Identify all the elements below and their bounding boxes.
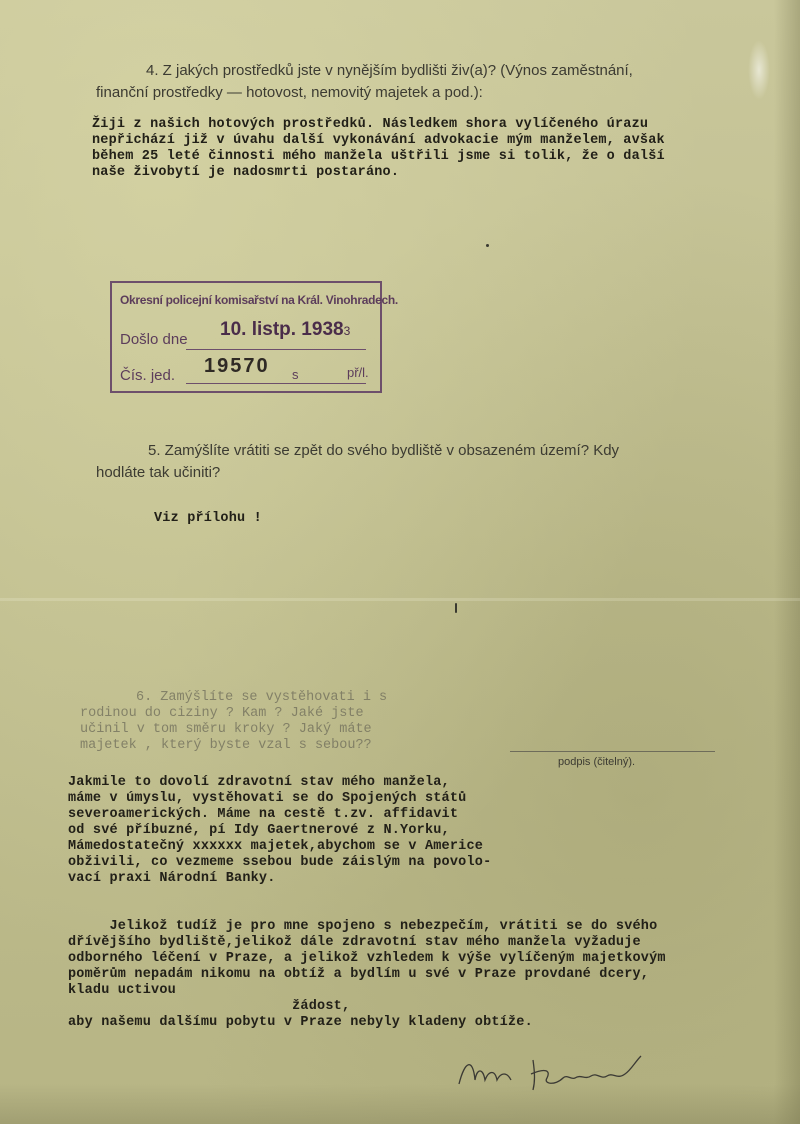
request-paragraph — [68, 919, 666, 1031]
answer-6-line: Jakmile to dovolí zdravotní stav mého manžela, — [68, 775, 450, 790]
question-4-line-2: finanční prostředky — hotovost, nemovitý majetek a pod.): — [96, 84, 483, 101]
answer-6-line: od své příbuzné, pí Idy Gaertnerové z N.Yorku, — [68, 823, 450, 838]
answer-6-line: Mámedostatečný xxxxxx majetek,abychom se v Americe — [68, 839, 484, 854]
paper-fold — [0, 598, 800, 601]
answer-6 — [68, 775, 491, 887]
question-6-line: učinil v tom směru kroky ? Jaký máte — [80, 722, 372, 737]
question-5-line-1: 5. Zamýšlíte vrátiti se zpět do svého bydliště v obsazeném území? Kdy — [148, 442, 620, 459]
answer-4 — [92, 117, 665, 181]
question-6-faded — [80, 690, 387, 754]
stamp-received-label: Došlo dne — [120, 331, 188, 348]
stamp-year-suffix: 3 — [343, 324, 351, 338]
paragraph-line: Jelikož tudíž je pro mne spojeno s nebezpečím, vrátiti se do svého — [68, 919, 658, 934]
answer-4-line: naše živobytí je nadosmrti postaráno. — [92, 165, 400, 180]
ink-speck — [455, 603, 457, 613]
paragraph-line: žádost, — [68, 999, 351, 1014]
answer-6-line: vací praxi Národní Banky. — [68, 871, 276, 886]
question-4-line-1: 4. Z jakých prostředků jste v nynějším bydlišti živ(a)? (Výnos zaměstnání, — [146, 62, 633, 79]
question-6-line: rodinou do ciziny ? Kam ? Jaké jste — [80, 706, 364, 721]
paragraph-line: poměrům nepadám nikomu na obtíž a bydlím u své v Praze provdané dcery, — [68, 967, 650, 982]
stamp-line — [186, 383, 366, 384]
paragraph-line: aby našemu dalšímu pobytu v Praze nebyly kladeny obtíže. — [68, 1015, 533, 1030]
stamp-s-label: s — [292, 367, 299, 382]
stamp-pril-label: př/l. — [347, 365, 369, 380]
answer-6-line: obživili, co vezmeme ssebou bude záislým na povolo- — [68, 855, 492, 870]
question-5 — [96, 440, 736, 484]
received-stamp — [110, 281, 398, 393]
paragraph-line: odborného léčení v Praze, a jelikož vzhledem k výše vylíčeným majetkovým — [68, 951, 666, 966]
question-5-line-2: hodláte tak učiniti? — [96, 464, 221, 481]
paragraph-line: kladu uctivou — [68, 983, 176, 998]
stamp-line — [186, 349, 366, 350]
paper-damage-mark — [748, 40, 770, 100]
question-6-line: majetek , který byste vzal s sebou?? — [80, 738, 372, 753]
paper-edge-shadow — [774, 0, 800, 1124]
answer-4-line: Žiji z našich hotových prostředků. Následkem shora vylíčeného úrazu — [92, 117, 649, 132]
signature-line — [510, 751, 715, 752]
signature-caption: podpis (čitelný). — [558, 756, 636, 768]
answer-6-line: severoamerických. Máme na cestě t.zv. affidavit — [68, 807, 459, 822]
ink-speck — [486, 244, 489, 247]
stamp-number-label: Čís. jed. — [120, 367, 176, 384]
stamp-number: 19570 — [204, 355, 270, 377]
answer-4-line: během 25 leté činnosti mého manžela uštřili jsme si tolik, že o další — [92, 149, 665, 164]
stamp-date-value: 10. listp. 1938 — [220, 319, 344, 340]
stamp-date — [220, 319, 350, 341]
paper-bottom-shadow — [0, 1084, 800, 1124]
answer-5: Viz přílohu ! — [154, 511, 262, 526]
stamp-office: Okresní policejní komisařství na Král. Vinohradech. — [120, 293, 398, 307]
answer-6-line: máme v úmyslu, vystěhovati se do Spojených států — [68, 791, 467, 806]
answer-4-line: nepřichází již v úvahu další vykonávání advokacie mým manželem, avšak — [92, 133, 665, 148]
handwritten-signature — [455, 1050, 665, 1096]
question-4 — [96, 60, 736, 104]
question-6-line: 6. Zamýšlíte se vystěhovati i s — [136, 690, 388, 705]
paragraph-line: dřívějšího bydliště,jelikož dále zdravotní stav mého manžela vyžaduje — [68, 935, 641, 950]
